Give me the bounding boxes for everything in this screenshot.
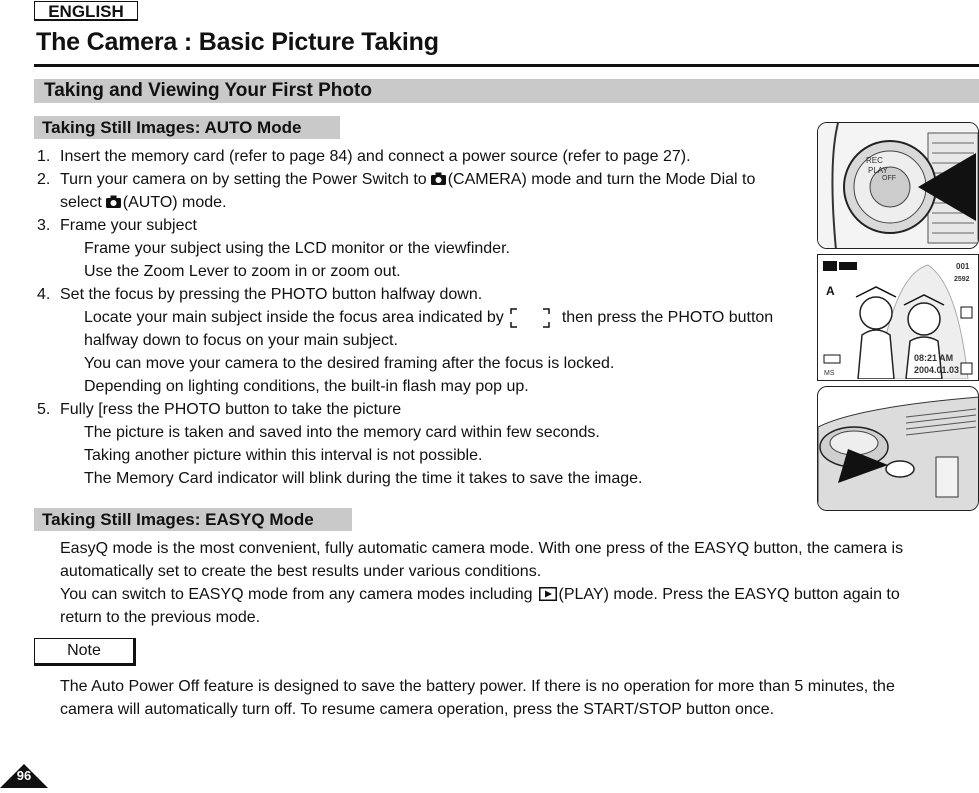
section-title: Taking and Viewing Your First Photo	[44, 80, 372, 101]
title-divider	[34, 64, 979, 67]
step-text-part: then press the PHOTO button	[561, 309, 774, 326]
lcd-screen-illustration	[817, 254, 979, 381]
step-detail: halfway down to focus on your main subject.	[84, 332, 398, 349]
step-detail: The Memory Card indicator will blink during the time it takes to save the image.	[84, 470, 643, 487]
photo-button-drawing	[818, 387, 979, 511]
focus-area-icon	[510, 308, 550, 328]
paragraph-line: return to the previous mode.	[60, 609, 261, 626]
page-number: 96	[16, 768, 32, 783]
step-text-part: (AUTO) mode.	[122, 194, 227, 211]
step-detail: The picture is taken and saved into the memory card within few seconds.	[84, 424, 600, 441]
text-part: (PLAY) mode. Press the EASYQ button again to	[558, 586, 900, 603]
step-number: 2.	[37, 171, 51, 188]
step-detail	[84, 306, 773, 329]
step-detail: Frame your subject using the LCD monitor or the viewfinder.	[84, 240, 510, 257]
photo-button-illustration	[817, 386, 979, 511]
lcd-drawing	[818, 255, 977, 379]
step-detail: You can move your camera to the desired framing after the focus is locked.	[84, 355, 615, 372]
paragraph-line: automatically set to create the best results under various conditions.	[60, 563, 542, 580]
step-detail: Depending on lighting conditions, the built-in flash may pop up.	[84, 378, 529, 395]
step-detail: Taking another picture within this interval is not possible.	[84, 447, 483, 464]
paragraph-line: camera will automatically turn off. To resume camera operation, press the START/STOP button once.	[60, 701, 775, 718]
note-label: Note	[34, 638, 136, 666]
off-label: OFF	[882, 175, 896, 182]
date-display: 2004.01.03	[914, 365, 960, 375]
flash-indicator: A	[826, 284, 835, 298]
step-text-part: (CAMERA) mode and turn the Mode Dial to	[447, 171, 756, 188]
shot-counter: 001	[956, 262, 970, 271]
paragraph-line: EasyQ mode is the most convenient, fully automatic camera mode. With one press of the EASYQ button, the camera is	[60, 540, 904, 557]
resolution-indicator: 2592	[954, 276, 970, 283]
step-number: 5.	[37, 401, 51, 418]
step-number: 1.	[37, 148, 51, 165]
play-label: PLAY	[868, 166, 888, 175]
mode-dial-illustration	[817, 122, 979, 249]
page-title: The Camera : Basic Picture Taking	[36, 28, 439, 56]
step-text	[60, 191, 227, 214]
play-mode-icon	[539, 587, 557, 601]
card-indicator: MS	[824, 370, 835, 377]
step-text: Fully [ress the PHOTO button to take the picture	[60, 401, 402, 418]
paragraph-line	[60, 583, 900, 606]
mode-dial-drawing	[818, 123, 979, 249]
auto-mode-heading: Taking Still Images: AUTO Mode	[34, 116, 340, 139]
auto-camera-icon	[106, 195, 121, 208]
paragraph-line: The Auto Power Off feature is designed to save the battery power. If there is no operation for more than 5 minutes, the	[60, 678, 895, 695]
step-text-part: select	[60, 194, 102, 211]
rec-label: REC	[866, 156, 883, 165]
text-part: You can switch to EASYQ mode from any camera modes including	[60, 586, 533, 603]
time-display: 08:21 AM	[914, 353, 954, 363]
step-number: 4.	[37, 286, 51, 303]
step-text: Frame your subject	[60, 217, 197, 234]
language-label: ENGLISH	[34, 1, 138, 21]
step-text	[60, 168, 755, 191]
step-text: Insert the memory card (refer to page 84) and connect a power source (refer to page 27).	[60, 148, 691, 165]
step-text-part: Locate your main subject inside the focus area indicated by	[84, 309, 504, 326]
step-number: 3.	[37, 217, 51, 234]
easyq-mode-heading: Taking Still Images: EASYQ Mode	[34, 508, 352, 531]
page-number-badge	[0, 760, 48, 788]
step-detail: Use the Zoom Lever to zoom in or zoom out.	[84, 263, 401, 280]
step-text-part: Turn your camera on by setting the Power Switch to	[60, 171, 427, 188]
step-text: Set the focus by pressing the PHOTO button halfway down.	[60, 286, 483, 303]
camera-icon	[431, 172, 446, 185]
